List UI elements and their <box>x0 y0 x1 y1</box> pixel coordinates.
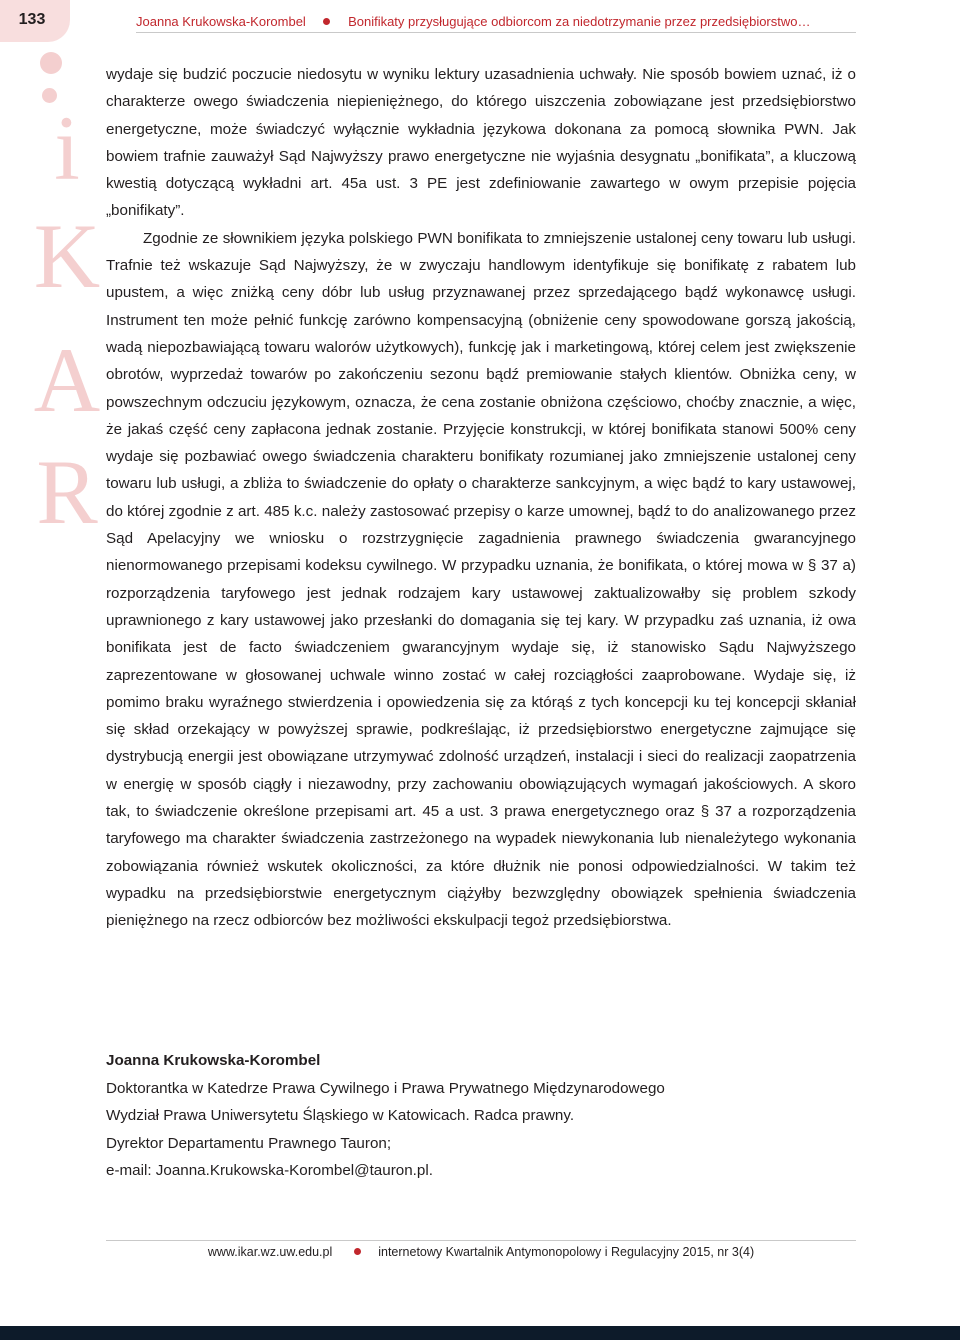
author-note <box>106 1047 856 1185</box>
header-title: Bonifikaty przysługujące odbiorcom za niedotrzymanie przez przedsiębiorstwo… <box>348 14 811 29</box>
body-paragraph-2: Zgodnie ze słownikiem języka polskiego PWN bonifikata to zmniejszenie ustalonej ceny towaru lub usługi. Trafnie też wskazuje Sąd Najwyższy, że w zwyczaju handlowym identyfikuje się bonifikatę z rabatem lub upustem, a więc zniżką ceny dóbr lub usług przyznawanej przez sprzedającego bądź wykonawcę usługi. Instrument ten może pełnić funkcję zarówno kompensacyjną (obniżenie ceny spowodowane gorszą jakością, wadą niepozbawiającą towaru walorów użytkowych), funkcję jak i marketingową, której celem jest zwiększenie obrotów, wyprzedaż towarów po zakończeniu sezonu bądź premiowanie stałych klientów. Obniżka ceny, w powszechnym odczuciu językowym, oznacza, że cena zostanie obniżona częściowo, choćby znacznie, a więc, że jakaś część ceny zapłacona jednak zostanie. Przyjęcie konstrukcji, w której bonifikata stanowi 500% ceny wydaje się pozbawiać owego świadczenia charakteru bonifikaty rozumianej jako zmniejszenie ustalonej ceny towaru lub usługi, a zbliża to świadczenie do opłaty o charakterze sankcyjnym, a więc bądź to kary ustawowej, do której zgodnie z art. 485 k.c. należy zastosować przepisy o karze umownej, bądź to do analizowanego przez Sąd Apelacyjny we wniosku o rozstrzygnięcie zagadnienia prawnego świadczenia gwarancyjnego nienormowanego przepisami kodeksu cywilnego. W przypadku uznania, że bonifikata, o której mowa w § 37 a) rozporządzenia taryfowego jest jednak rodzajem kary ustawowej zaktualizowałby się problem szkody uprawnionego z kary ustawowej jako przesłanki do domagania się tej kary. W przypadku zaś uznania, iż owa bonifikata jest de facto świadczeniem gwarancyjnym wydaje się, iż stanowisko Sądu Najwyższego zaprezentowane w głosowanej uchwale winno zostać w całej rozciągłości zaaprobowane. Wydaje się, iż pomimo braku wyraźnego stwierdzenia i opowiedzenia się za którąś z tych koncepcji ku tej koncepcji skłaniał się skład orzekający w powyższej sprawie, podkreślając, iż przedsiębiorstwo energetyczne zajmujące się dystrybucją energii jest obowiązane utrzymywać zdolność urządzeń, instalacji i sieci do realizacji zaopatrzenia w energię w sposób ciągły i niezawodny, przy zachowaniu obowiązujących wymagań jakościowych. A skoro tak, to świadczenie określone przepisami art. 45 a ust. 3 prawa energetycznego oraz § 37 a rozporządzenia taryfowego ma charakter świadczenia zastrzeżonego na wypadek niewykonania lub nienależytego wykonania zobowiązania również wskutek okoliczności, za które dłużnik nie ponosi odpowiedzialności. W takim też wypadku na przedsiębiorstwie energetycznym ciążyłby bezwzględny obowiązek spełnienia świadczenia pieniężnego na rzecz odbiorców bez możliwości ekskulpacji tegoż przedsiębiorstwa. <box>106 229 856 930</box>
logo-letter-i: i <box>54 97 80 199</box>
author-position-line: Dyrektor Departamentu Prawnego Tauron; <box>106 1134 392 1152</box>
page-number: 133 <box>18 11 46 28</box>
footer-journal-name: internetowy Kwartalnik Antymonopolowy i Regulacyjny 2015, nr 3(4) <box>378 1245 755 1259</box>
running-header <box>136 14 856 33</box>
body-paragraph-1: wydaje się budzić poczucie niedosytu w wyniku lektury uzasadnienia uchwały. Nie sposób bowiem uznać, iż o charakterze owego świadczenia niepieniężnego, do którego uiszczenia zobowiązane jest przedsiębiorstwo energetyczne, może świadczyć wyłącznie wykładnia językowa dokonana za pomocą słownika PWN. Jak bowiem trafnie zauważył Sąd Najwyższy prawo energetyczne nie wyjaśnia desygnatu „bonifikata”, a kluczową kwestią dotyczącą wykładni art. 45a ust. 3 PE jest zdefiniowanie zawartego w owym przepisie pojęcia „bonifikaty”. <box>106 66 856 220</box>
header-author: Joanna Krukowska-Korombel <box>136 14 306 29</box>
author-email-line: e-mail: Joanna.Krukowska-Korombel@tauron.pl. <box>106 1162 433 1179</box>
header-separator-dot <box>323 18 330 25</box>
page-footer <box>106 1240 856 1265</box>
author-affiliation-line: Wydział Prawa Uniwersytetu Śląskiego w Katowicach. Radca prawny. <box>106 1107 575 1124</box>
logo-dot-large <box>40 52 62 74</box>
logo-letter-r: R <box>36 441 98 543</box>
logo-letter-a: A <box>33 329 101 431</box>
author-name: Joanna Krukowska-Korombel <box>106 1052 321 1069</box>
footer-separator-dot <box>354 1248 361 1255</box>
page-number-badge <box>0 0 70 42</box>
article-body <box>106 61 856 935</box>
logo-letter-k: K <box>33 205 101 307</box>
footer-website-link[interactable]: www.ikar.wz.uw.edu.pl <box>207 1245 333 1259</box>
author-affiliation-line: Doktorantka w Katedrze Prawa Cywilnego i Prawa Prywatnego Międzynarodowego <box>106 1079 665 1097</box>
bottom-bar <box>0 1326 960 1340</box>
